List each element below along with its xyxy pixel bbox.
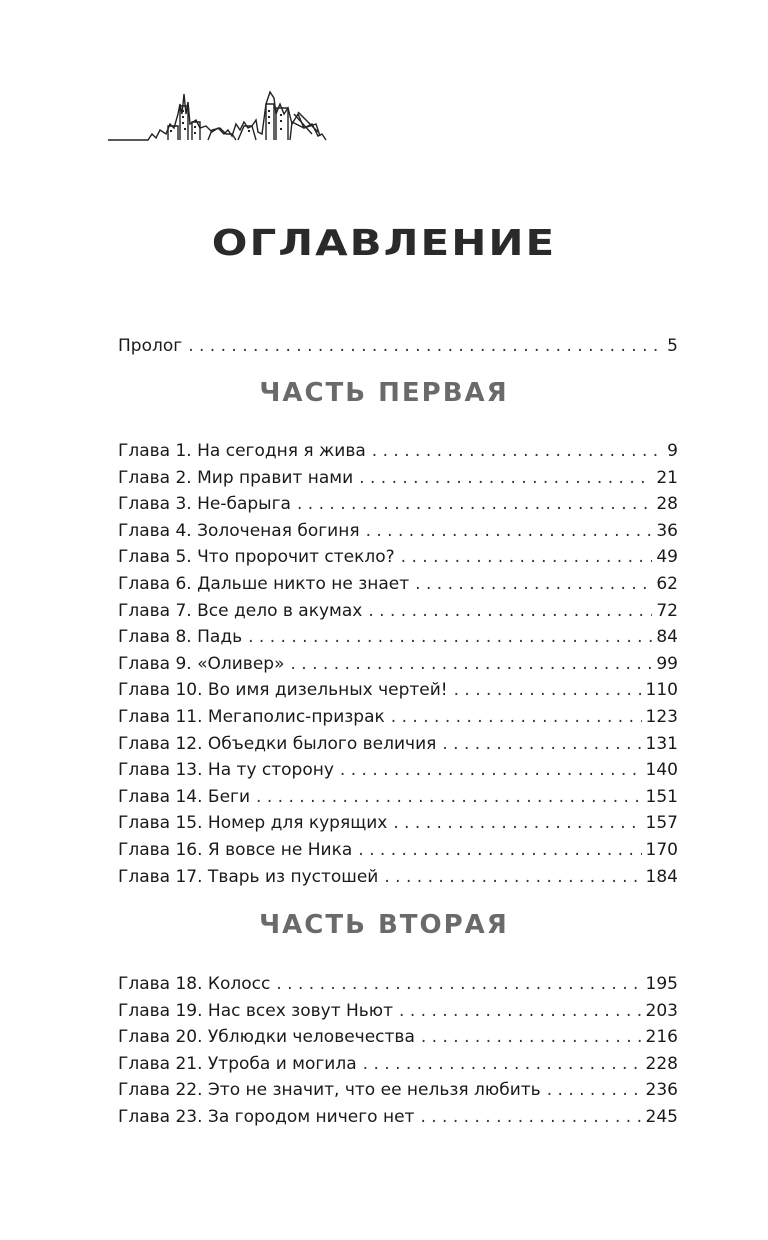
toc-entry-page: 123 <box>645 706 678 727</box>
toc-entry-page: 203 <box>645 1000 678 1021</box>
toc-entry[interactable] <box>118 491 678 518</box>
toc-entry-page: 245 <box>645 1106 678 1127</box>
leader-dots <box>363 1051 642 1078</box>
part-one-heading: ЧАСТЬ ПЕРВАЯ <box>259 378 509 408</box>
leader-dots <box>368 598 652 625</box>
toc-entry-page: 157 <box>645 813 678 834</box>
leader-dots <box>358 837 641 864</box>
page-title: ОГЛАВЛЕНИЕ <box>211 222 557 264</box>
toc-entry-label: Глава 18. Колосс <box>118 974 271 994</box>
toc-entry-page: 236 <box>645 1080 678 1101</box>
toc-entry-page: 5 <box>667 336 678 356</box>
leader-dots <box>415 571 652 598</box>
toc-entry-label: Глава 8. Падь <box>118 627 243 648</box>
leader-dots <box>399 998 642 1025</box>
leader-dots <box>442 731 641 758</box>
toc-entry[interactable] <box>118 1024 678 1051</box>
toc-entry[interactable] <box>118 731 678 758</box>
toc-entry-label: Глава 6. Дальше никто не знает <box>118 573 410 594</box>
toc-entry[interactable] <box>118 465 678 492</box>
toc-entry[interactable] <box>118 998 678 1025</box>
leader-dots <box>340 757 642 784</box>
leader-dots <box>391 704 642 731</box>
toc-entry-page: 28 <box>656 494 678 515</box>
toc-entry-page: 99 <box>656 653 678 674</box>
toc-entry-label: Глава 13. На ту сторону <box>118 760 334 781</box>
leader-dots <box>393 810 641 837</box>
leader-dots <box>297 491 652 518</box>
leader-dots <box>454 677 642 704</box>
toc-entry[interactable] <box>118 971 678 998</box>
toc-entry[interactable] <box>118 651 678 678</box>
toc-entry-page: 228 <box>645 1053 678 1074</box>
toc-entry-label: Глава 14. Беги <box>118 786 251 807</box>
toc-entry-page: 36 <box>656 520 678 541</box>
leader-dots <box>372 438 663 465</box>
toc-entry-page: 184 <box>645 866 678 887</box>
toc-entry-page: 49 <box>656 547 678 568</box>
toc-entry-page: 21 <box>656 467 678 488</box>
part-two-heading: ЧАСТЬ ВТОРАЯ <box>259 910 509 940</box>
toc-part-two-list <box>118 971 678 1131</box>
toc-entry[interactable] <box>118 864 678 891</box>
toc-entry-label: Глава 10. Во имя дизельных чертей! <box>118 680 448 701</box>
toc-entry[interactable] <box>118 518 678 545</box>
leader-dots <box>248 624 652 651</box>
toc-entry-page: 72 <box>656 600 678 621</box>
toc-entry-prologue[interactable] <box>118 333 678 360</box>
toc-entry[interactable] <box>118 624 678 651</box>
toc-entry-label: Глава 15. Номер для курящих <box>118 813 388 834</box>
toc-entry-page: 170 <box>645 839 678 860</box>
toc-entry-label: Глава 19. Нас всех зовут Ньют <box>118 1000 394 1021</box>
toc-entry-label: Глава 9. «Оливер» <box>118 653 285 674</box>
toc-entry-label: Глава 2. Мир правит нами <box>118 467 354 488</box>
toc-entry-label: Глава 7. Все дело в акумах <box>118 600 363 621</box>
toc-entry-label: Глава 12. Объедки былого величия <box>118 733 437 754</box>
toc-entry-label: Глава 23. За городом ничего нет <box>118 1106 415 1127</box>
leader-dots <box>359 465 652 492</box>
city-skyline-ornament <box>108 84 328 146</box>
leader-dots <box>384 864 641 891</box>
toc-entry[interactable] <box>118 677 678 704</box>
toc-entry[interactable] <box>118 704 678 731</box>
toc-entry[interactable] <box>118 810 678 837</box>
toc-entry-label: Глава 1. На сегодня я жива <box>118 441 366 461</box>
toc-entry-label: Глава 21. Утроба и могила <box>118 1053 357 1074</box>
toc-entry-page: 216 <box>645 1027 678 1048</box>
toc-entry-label: Глава 3. Не-барыга <box>118 494 291 515</box>
toc-entry[interactable] <box>118 837 678 864</box>
toc-entry-page: 62 <box>656 573 678 594</box>
leader-dots <box>290 651 652 678</box>
toc-entry[interactable] <box>118 757 678 784</box>
toc-entry[interactable] <box>118 1077 678 1104</box>
toc-entry[interactable] <box>118 784 678 811</box>
leader-dots <box>276 971 641 998</box>
toc-entry[interactable] <box>118 1104 678 1131</box>
toc-entry-page: 9 <box>667 441 678 461</box>
toc-part-one-list <box>118 438 678 890</box>
toc-entry-label: Глава 20. Ублюдки человечества <box>118 1027 415 1048</box>
toc-entry-page: 110 <box>645 680 678 701</box>
toc-entry-page: 151 <box>645 786 678 807</box>
toc-entry[interactable] <box>118 1051 678 1078</box>
toc-entry-label: Глава 22. Это не значит, что ее нельзя любить <box>118 1080 541 1101</box>
toc-entry[interactable] <box>118 438 678 465</box>
toc-entry-page: 131 <box>645 733 678 754</box>
toc-entry-label: Пролог <box>118 336 183 356</box>
leader-dots <box>421 1024 642 1051</box>
toc-entry-label: Глава 4. Золоченая богиня <box>118 520 360 541</box>
leader-dots <box>547 1077 642 1104</box>
toc-entry[interactable] <box>118 598 678 625</box>
leader-dots <box>420 1104 641 1131</box>
toc-entry[interactable] <box>118 544 678 571</box>
toc-entry-label: Глава 11. Мегаполис-призрак <box>118 706 385 727</box>
toc-prologue-section <box>118 333 678 360</box>
toc-entry-page: 195 <box>645 974 678 994</box>
leader-dots <box>366 518 653 545</box>
toc-entry-page: 84 <box>656 627 678 648</box>
toc-entry[interactable] <box>118 571 678 598</box>
toc-entry-page: 140 <box>645 760 678 781</box>
leader-dots <box>401 544 653 571</box>
leader-dots <box>188 333 663 360</box>
toc-entry-label: Глава 5. Что пророчит стекло? <box>118 547 395 568</box>
leader-dots <box>256 784 642 811</box>
toc-entry-label: Глава 17. Тварь из пустошей <box>118 866 379 887</box>
toc-entry-label: Глава 16. Я вовсе не Ника <box>118 839 353 860</box>
